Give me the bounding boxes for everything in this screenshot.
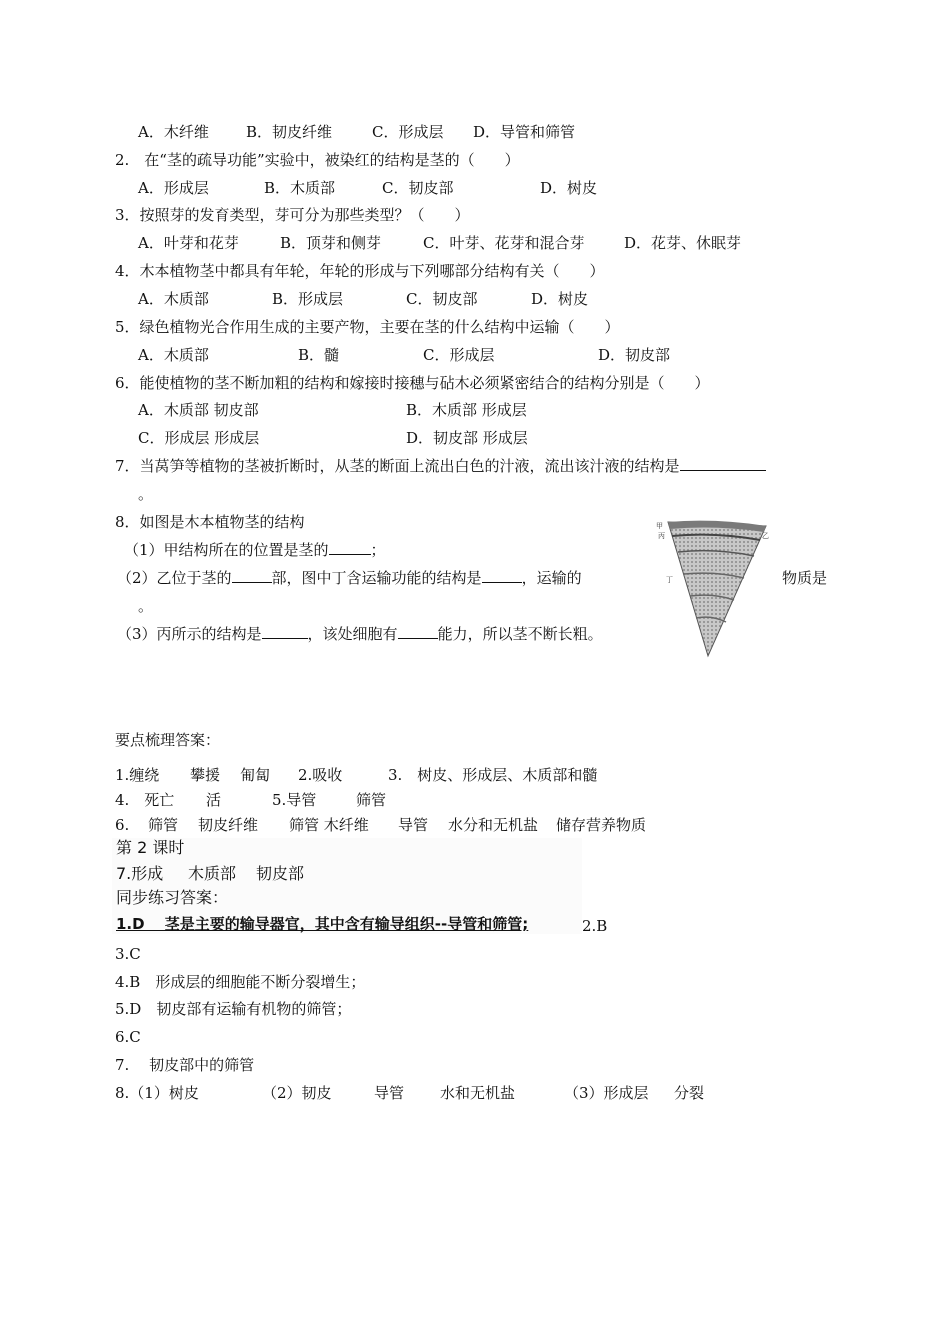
q2-option-a: A．形成层 — [138, 179, 209, 197]
answer-8-e: （3）形成层 — [564, 1084, 649, 1102]
key-line-4-a: 7.形成 — [116, 864, 164, 883]
key-line-2-b: 活 — [206, 791, 222, 809]
key-line-3-e: 导管 — [398, 816, 429, 834]
key-line-1-d: 2.吸收 — [298, 766, 343, 784]
q2-stem: 2. 在“茎的疏导功能”实验中，被染红的结构是茎的（ ） — [115, 151, 520, 169]
q2-option-c: C．韧皮部 — [382, 179, 454, 197]
key-title: 要点梳理答案： — [115, 731, 221, 749]
fig-label-bing: 丙 — [658, 532, 665, 540]
stem-cross-section-figure — [654, 516, 774, 658]
q1-option-d: D．导管和筛管 — [473, 123, 576, 141]
q8-sub2-text-a: （2）乙位于茎的 — [117, 569, 232, 587]
answer-7: 7. 韧皮部中的筛管 — [115, 1056, 255, 1074]
answer-8-b: （2）韧皮 — [262, 1084, 332, 1102]
key-line-2-d: 筛管 — [356, 791, 387, 809]
key-line-3-b: 筛管 — [148, 816, 179, 834]
q8-blank-2[interactable] — [232, 568, 272, 583]
fig-label-ding: 丁 — [666, 576, 673, 584]
answer-2: 2.B — [582, 917, 608, 935]
q4-option-d: D．树皮 — [531, 290, 589, 308]
key-line-1-e: 3. 树皮、形成层、木质部和髓 — [388, 766, 598, 784]
answer-8-f: 分裂 — [674, 1084, 705, 1102]
q5-option-d: D．韧皮部 — [598, 346, 671, 364]
q7-answer-blank[interactable] — [680, 456, 766, 471]
q8-sub2 — [117, 568, 582, 588]
q8-blank-1[interactable] — [329, 540, 371, 555]
key-line-3-d: 筛管 木纤维 — [289, 816, 369, 834]
q2-option-b: B．木质部 — [264, 179, 336, 197]
q8-stem: 8．如图是木本植物茎的结构 — [115, 513, 305, 531]
q1-option-b: B．韧皮纤维 — [246, 123, 333, 141]
key-line-3-a: 6. — [115, 816, 130, 834]
q8-sub2-text-b: 部，图中丁含运输功能的结构是 — [271, 569, 482, 587]
q6-option-d: D．韧皮部 形成层 — [406, 429, 528, 447]
q8-sub1 — [124, 540, 386, 560]
q4-stem: 4．木本植物茎中都具有年轮，年轮的形成与下列哪部分结构有关（ ） — [115, 262, 605, 280]
sync-answers-title: 同步练习答案： — [116, 888, 229, 907]
key-line-4-c: 韧皮部 — [256, 864, 305, 883]
answer-3: 3.C — [115, 945, 141, 963]
q6-stem: 6．能使植物的茎不断加粗的结构和嫁接时接穗与砧木必须紧密结合的结构分别是（ ） — [115, 374, 710, 392]
key-line-3-g: 储存营养物质 — [556, 816, 647, 834]
answer-4: 4.B 形成层的细胞能不断分裂增生； — [115, 973, 366, 991]
q8-blank-3[interactable] — [482, 568, 522, 583]
q8-blank-4[interactable] — [262, 624, 308, 639]
answer-1: 1.D 茎是主要的输导器官，其中含有输导组织--导管和筛管; — [116, 915, 529, 933]
q3-option-b: B．顶芽和侧芽 — [280, 234, 382, 252]
key-line-3-f: 水分和无机盐 — [448, 816, 539, 834]
q4-option-b: B．形成层 — [272, 290, 344, 308]
q8-sub2-text-c: ，运输的 — [521, 569, 582, 587]
q8-sub3-text-c: 能力，所以茎不断长粗。 — [437, 625, 603, 643]
fig-label-yi: 乙 — [762, 532, 769, 540]
q8-blank-5[interactable] — [398, 624, 438, 639]
q7-stem — [115, 456, 766, 476]
q8-sub2-end: 。 — [138, 597, 154, 615]
key-line-1-b: 攀援 — [190, 766, 221, 784]
lesson-2-heading: 第 2 课时 — [116, 838, 185, 857]
q1-option-c: C．形成层 — [372, 123, 444, 141]
q4-option-c: C．韧皮部 — [406, 290, 478, 308]
key-line-3-c: 韧皮纤维 — [198, 816, 259, 834]
q7-stem-text: 7．当莴笋等植物的茎被折断时，从茎的断面上流出白色的汁液，流出该汁液的结构是 — [115, 457, 680, 475]
key-line-4-b: 木质部 — [188, 864, 237, 883]
key-line-2-a: 4. 死亡 — [115, 791, 175, 809]
fig-label-jia: 甲 — [656, 522, 663, 530]
q8-sub1-end: ； — [370, 541, 386, 559]
q8-sub1-text: （1）甲结构所在的位置是茎的 — [124, 541, 329, 559]
q3-option-c: C．叶芽、花芽和混合芽 — [423, 234, 585, 252]
q8-sub3-text-a: （3）丙所示的结构是 — [117, 625, 262, 643]
q8-sub3 — [117, 624, 603, 644]
q1-option-a: A．木纤维 — [138, 123, 209, 141]
q7-tail: 。 — [138, 485, 154, 503]
answer-8-c: 导管 — [374, 1084, 405, 1102]
q5-option-c: C．形成层 — [423, 346, 495, 364]
q2-option-d: D．树皮 — [540, 179, 598, 197]
answer-6: 6.C — [115, 1028, 141, 1046]
q6-option-a: A．木质部 韧皮部 — [138, 401, 259, 419]
answer-5: 5.D 韧皮部有运输有机物的筛管； — [115, 1000, 352, 1018]
answer-8-d: 水和无机盐 — [440, 1084, 516, 1102]
answer-8-a: 8.（1）树皮 — [115, 1084, 199, 1102]
q5-option-a: A．木质部 — [138, 346, 209, 364]
q3-option-d: D．花芽、休眠芽 — [624, 234, 742, 252]
q5-option-b: B．髓 — [298, 346, 340, 364]
key-line-2-c: 5.导管 — [272, 791, 317, 809]
q3-option-a: A．叶芽和花芽 — [138, 234, 239, 252]
key-line-1-a: 1.缠绕 — [115, 766, 160, 784]
q5-stem: 5．绿色植物光合作用生成的主要产物，主要在茎的什么结构中运输（ ） — [115, 318, 620, 336]
q4-option-a: A．木质部 — [138, 290, 209, 308]
key-line-1-c: 匍匐 — [240, 766, 271, 784]
q6-option-b: B．木质部 形成层 — [406, 401, 527, 419]
q8-sub3-text-b: ，该处细胞有 — [307, 625, 398, 643]
q6-option-c: C．形成层 形成层 — [138, 429, 260, 447]
q8-sub2-tail: 物质是 — [782, 569, 828, 587]
q3-stem: 3．按照芽的发育类型，芽可分为那些类型？（ ） — [115, 206, 470, 224]
